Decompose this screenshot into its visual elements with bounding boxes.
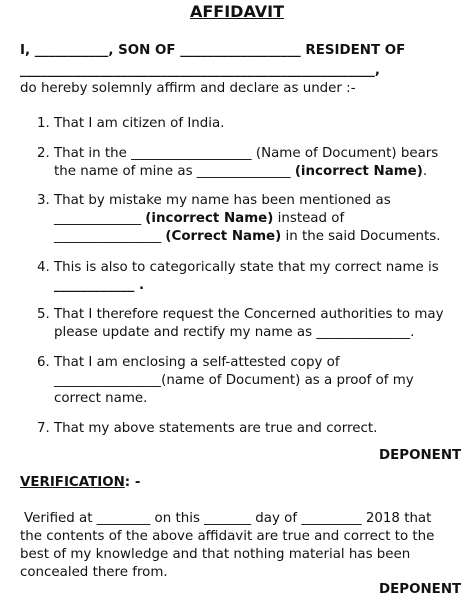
- document-title: AFFIDAVIT: [189, 2, 285, 21]
- item-text: That I am enclosing a self-attested copy of: [54, 355, 340, 370]
- item-text: That in the __________________ (Name of Document) bears: [54, 146, 439, 161]
- item-number: 3.: [37, 193, 50, 208]
- verification-line: Verified at ________ on this _______ day of _________ 2018 that: [24, 511, 432, 526]
- intro-line-3: do hereby solemnly affirm and declare as under :-: [20, 81, 356, 96]
- item-number: 7.: [37, 421, 50, 436]
- item-number: 2.: [37, 146, 50, 161]
- verification-heading-suffix: : -: [124, 475, 141, 490]
- intro-line-2: _____________________________________________________,: [20, 63, 380, 78]
- item-number: 6.: [37, 355, 50, 370]
- item-text: ________________(name of Document) as a proof of my: [54, 373, 414, 388]
- deponent-label: DEPONENT: [379, 448, 462, 463]
- item-text: That I therefore request the Concerned authorities to may: [54, 307, 444, 322]
- item-text-bold: (incorrect Name): [294, 164, 423, 179]
- item-text: That by mistake my name has been mentioned as: [54, 193, 391, 208]
- verification-line: concealed there from.: [20, 565, 168, 580]
- item-number: 4.: [37, 260, 50, 275]
- item-text-plain: ________________: [54, 229, 166, 244]
- item-text-end: in the said Documents.: [281, 229, 441, 244]
- item-text: ____________ .: [54, 278, 145, 293]
- verification-line: the contents of the above affidavit are true and correct to the: [20, 529, 435, 544]
- item-number: 5.: [37, 307, 50, 322]
- item-text-plain: _____________: [54, 211, 146, 226]
- item-text: [54, 211, 344, 227]
- item-text-bold: (incorrect Name): [145, 211, 274, 226]
- item-text: [54, 164, 427, 180]
- item-text-end: .: [422, 164, 428, 179]
- item-text: [54, 229, 440, 245]
- item-text: That I am citizen of India.: [54, 116, 225, 131]
- item-text: correct name.: [54, 391, 148, 406]
- item-text: That my above statements are true and correct.: [54, 421, 378, 436]
- item-text: please update and rectify my name as ______________.: [54, 325, 415, 340]
- verification-heading-text: VERIFICATION: [20, 475, 125, 490]
- intro-line-1: I, ___________, SON OF __________________ RESIDENT OF: [20, 43, 406, 58]
- item-text-end: instead of: [273, 211, 345, 226]
- item-number: 1.: [37, 116, 50, 131]
- item-text-plain: the name of mine as ______________: [54, 164, 295, 179]
- verification-heading: [20, 475, 140, 491]
- deponent-label-bottom: DEPONENT: [379, 582, 462, 597]
- verification-line: best of my knowledge and that nothing material has been: [20, 547, 411, 562]
- item-text: This is also to categorically state that my correct name is: [54, 260, 439, 275]
- item-text-bold: (Correct Name): [165, 229, 282, 244]
